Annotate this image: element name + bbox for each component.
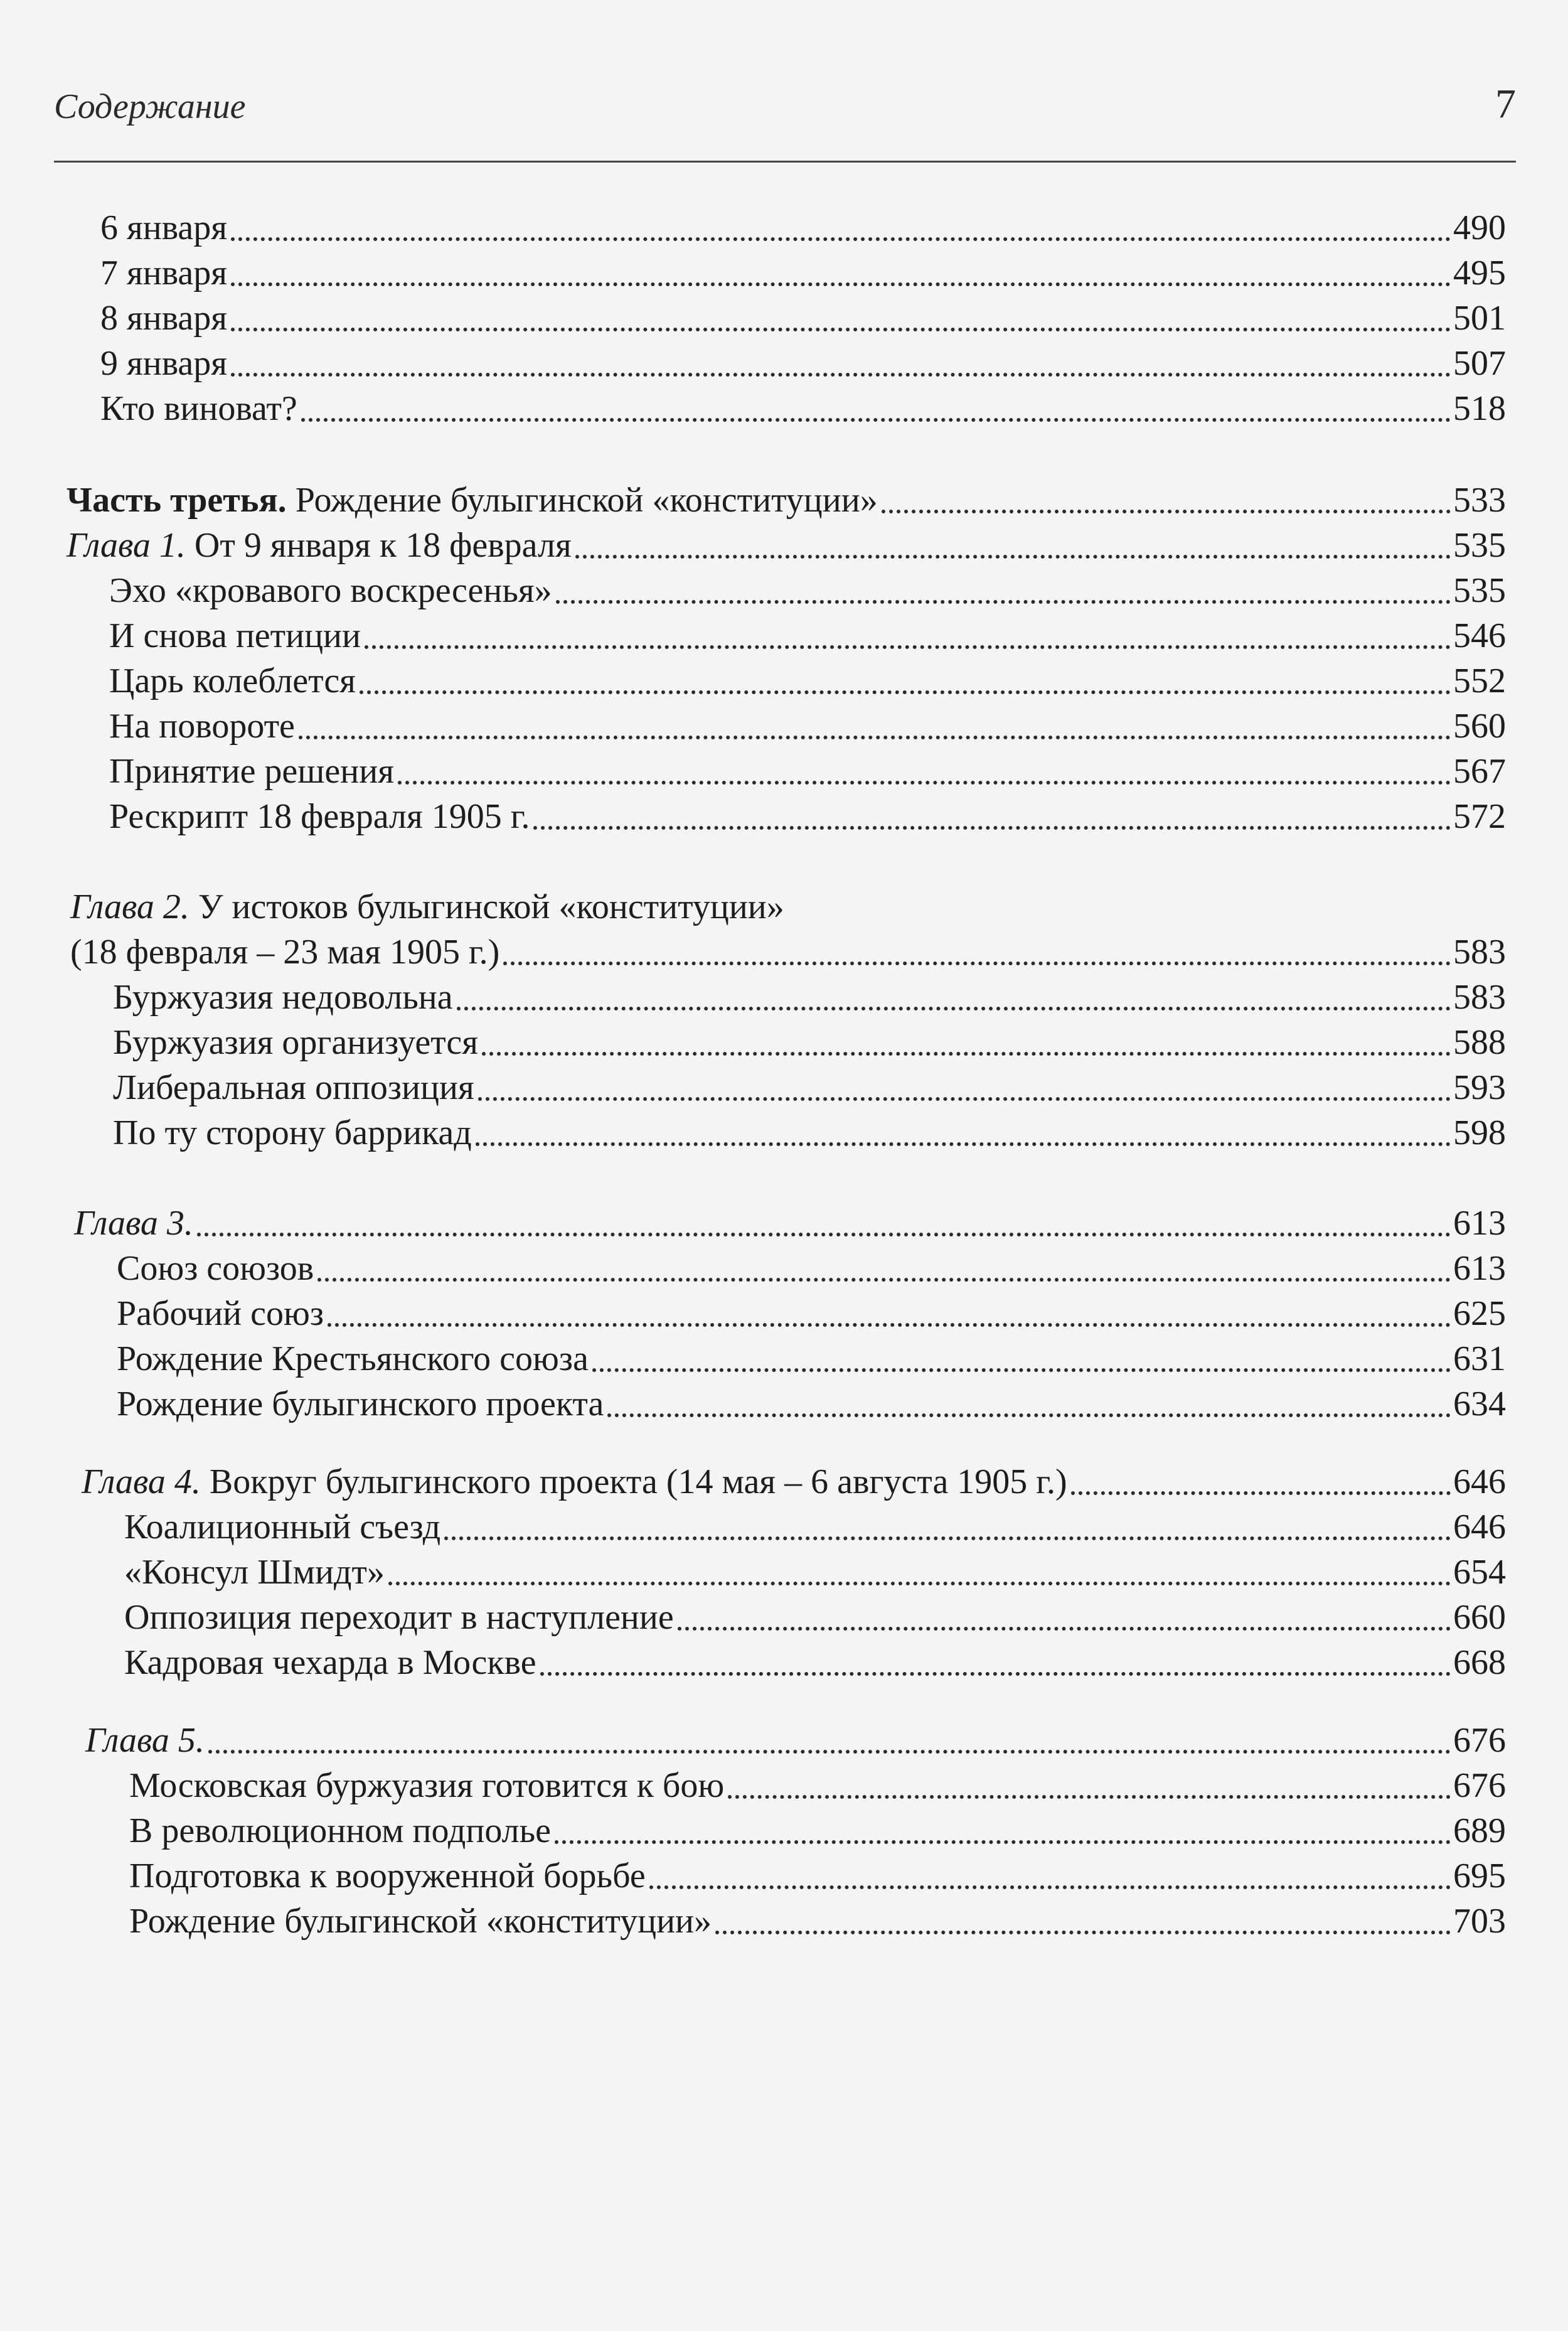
toc-entry-page: 613 <box>1453 1204 1506 1243</box>
toc-entry-page: 583 <box>1453 933 1506 972</box>
toc-entry[interactable] <box>113 1066 1506 1110</box>
toc-entry-page: 631 <box>1453 1339 1506 1378</box>
toc-entry[interactable] <box>109 659 1506 703</box>
toc-entry-title <box>82 1460 1067 1504</box>
toc-entry-page: 660 <box>1453 1598 1506 1637</box>
dot-leader <box>649 1885 1451 1889</box>
toc-entry-page: 646 <box>1453 1462 1506 1501</box>
toc-entry[interactable] <box>124 1595 1506 1639</box>
toc-chapter-heading[interactable] <box>70 885 784 929</box>
toc-entry[interactable] <box>100 296 1506 340</box>
toc-entry[interactable] <box>109 749 1506 793</box>
toc-entry-title: Рождение булыгинского проекта <box>117 1385 604 1423</box>
dot-leader <box>444 1536 1451 1540</box>
toc-entry-page: 507 <box>1453 344 1506 383</box>
chapter-number: Глава 3. <box>74 1204 193 1243</box>
toc-entry-title: Буржуазия недовольна <box>113 978 453 1017</box>
toc-entry-title: 6 января <box>100 208 228 247</box>
toc-entry-page: 567 <box>1453 752 1506 791</box>
toc-entry-title: По ту сторону баррикад <box>113 1113 472 1152</box>
toc-entry-page: 546 <box>1453 616 1506 655</box>
dot-leader <box>715 1931 1451 1934</box>
dot-leader <box>476 1142 1451 1146</box>
toc-entry[interactable] <box>100 206 1506 250</box>
chapter-number: Глава 4. <box>82 1462 201 1501</box>
toc-entry-title: 7 января <box>100 254 228 292</box>
toc-entry-title: Рождение Крестьянского союза <box>117 1339 589 1378</box>
dot-leader <box>728 1795 1451 1799</box>
dot-leader <box>231 237 1451 241</box>
dot-leader <box>575 555 1451 559</box>
toc-entry[interactable] <box>129 1764 1506 1808</box>
toc-entry-page: 533 <box>1453 481 1506 520</box>
toc-entry-title: «Консул Шмидт» <box>124 1553 385 1592</box>
dot-leader <box>208 1750 1451 1754</box>
toc-entry-page: 634 <box>1453 1385 1506 1423</box>
toc-entry-title: Коалиционный съезд <box>124 1508 441 1546</box>
toc-entry-page: 676 <box>1453 1766 1506 1805</box>
toc-entry-title: Подготовка к вооруженной борьбе <box>129 1857 646 1895</box>
toc-entry-title: Эхо «кровавого воскресенья» <box>109 571 552 610</box>
dot-leader <box>540 1672 1451 1676</box>
dot-leader <box>388 1582 1451 1585</box>
dot-leader <box>328 1323 1451 1327</box>
toc-entry[interactable] <box>129 1854 1506 1898</box>
dot-leader <box>365 645 1451 649</box>
dot-leader <box>555 1840 1451 1844</box>
toc-entry-title: Либеральная оппозиция <box>113 1068 474 1107</box>
toc-entry[interactable] <box>100 387 1506 431</box>
toc-entry-page: 598 <box>1453 1113 1506 1152</box>
toc-entry-title: Рабочий союз <box>117 1294 324 1333</box>
toc-entry-title: Оппозиция переходит в наступление <box>124 1598 674 1637</box>
toc-entry[interactable] <box>113 975 1506 1019</box>
dot-leader <box>678 1627 1451 1631</box>
toc-entry-page: 588 <box>1453 1023 1506 1062</box>
toc-entry[interactable] <box>109 795 1506 839</box>
toc-entry-page: 703 <box>1453 1902 1506 1941</box>
toc-chapter-entry[interactable] <box>70 930 1506 974</box>
toc-entry[interactable] <box>113 1111 1506 1155</box>
toc-entry-page: 676 <box>1453 1721 1506 1760</box>
toc-entry-title: 9 января <box>100 344 228 383</box>
toc-entry-title: В революционном подполье <box>129 1811 551 1850</box>
toc-entry-page: 654 <box>1453 1553 1506 1592</box>
toc-entry-title: И снова петиции <box>109 616 361 655</box>
toc-chapter-entry[interactable] <box>85 1718 1506 1762</box>
dot-leader <box>1071 1491 1451 1495</box>
toc-entry-page: 490 <box>1453 208 1506 247</box>
dot-leader <box>231 373 1451 377</box>
toc-entry[interactable] <box>109 614 1506 658</box>
toc-chapter-entry[interactable] <box>74 1201 1506 1245</box>
chapter-title: У истоков булыгинской «конституции» <box>189 887 784 926</box>
toc-entry[interactable] <box>124 1505 1506 1549</box>
chapter-number: Глава 1. <box>67 526 186 565</box>
toc-entry-title: Московская буржуазия готовится к бою <box>129 1766 725 1805</box>
dot-leader <box>398 781 1451 785</box>
toc-entry[interactable] <box>113 1021 1506 1064</box>
toc-entry-page: 593 <box>1453 1068 1506 1107</box>
dot-leader <box>231 282 1451 286</box>
dot-leader <box>556 600 1451 604</box>
toc-entry-title <box>67 478 878 522</box>
dot-leader <box>607 1413 1451 1417</box>
dot-leader <box>231 328 1451 331</box>
dot-leader <box>301 418 1451 422</box>
toc-entry-title: Союз союзов <box>117 1249 314 1288</box>
toc-entry-title: 8 января <box>100 299 228 338</box>
dot-leader <box>457 1007 1451 1010</box>
toc-entry-page: 689 <box>1453 1811 1506 1850</box>
toc-entry-title: Рескрипт 18 февраля 1905 г. <box>109 797 530 836</box>
toc-entry[interactable] <box>109 569 1506 613</box>
toc-entry[interactable] <box>129 1809 1506 1853</box>
toc-entry-title: (18 февраля – 23 мая 1905 г.) <box>70 933 500 972</box>
toc-entry-page: 646 <box>1453 1508 1506 1546</box>
part-number: Часть третья. <box>67 481 287 520</box>
toc-entry-page: 572 <box>1453 797 1506 836</box>
dot-leader <box>533 826 1451 830</box>
toc-entry-page: 560 <box>1453 707 1506 746</box>
page-number: 7 <box>1495 81 1516 127</box>
dot-leader <box>360 690 1451 694</box>
toc-entry-title: Кто виноват? <box>100 389 297 428</box>
toc-entry-title <box>74 1201 193 1245</box>
toc-entry-page: 625 <box>1453 1294 1506 1333</box>
toc-part-entry[interactable] <box>67 478 1506 522</box>
toc-entry-page: 583 <box>1453 978 1506 1017</box>
toc-entry-page: 501 <box>1453 299 1506 338</box>
dot-leader <box>478 1097 1451 1101</box>
toc-entry-page: 495 <box>1453 254 1506 292</box>
toc-entry[interactable] <box>124 1641 1506 1685</box>
toc-entry[interactable] <box>109 704 1506 748</box>
toc-entry-page: 518 <box>1453 389 1506 428</box>
toc-entry-page: 535 <box>1453 571 1506 610</box>
toc-entry-page: 695 <box>1453 1857 1506 1895</box>
toc-entry[interactable] <box>129 1899 1506 1943</box>
dot-leader <box>299 736 1451 739</box>
dot-leader <box>482 1052 1451 1056</box>
toc-entry[interactable] <box>117 1246 1506 1290</box>
toc-entry[interactable] <box>124 1550 1506 1594</box>
toc-entry-page: 552 <box>1453 662 1506 700</box>
toc-entry-title <box>85 1718 205 1762</box>
toc-entry-title: Рождение булыгинской «конституции» <box>129 1902 712 1941</box>
toc-chapter-entry[interactable] <box>82 1460 1506 1504</box>
dot-leader <box>197 1233 1451 1236</box>
toc-entry-page: 668 <box>1453 1643 1506 1682</box>
dot-leader <box>317 1278 1451 1282</box>
dot-leader <box>882 510 1451 513</box>
dot-leader <box>503 962 1451 965</box>
header-title: Содержание <box>54 87 246 126</box>
toc-entry-title: Буржуазия организуется <box>113 1023 479 1062</box>
toc-entry[interactable] <box>117 1337 1506 1381</box>
toc-entry-title: Царь колеблется <box>109 662 356 700</box>
toc-entry-page: 535 <box>1453 526 1506 565</box>
toc-entry-title: На повороте <box>109 707 295 746</box>
toc-entry[interactable] <box>117 1382 1506 1426</box>
dot-leader <box>592 1368 1451 1372</box>
toc-entry-page: 613 <box>1453 1249 1506 1288</box>
toc-entry-title: Принятие решения <box>109 752 394 791</box>
chapter-number: Глава 2. <box>70 887 189 926</box>
toc-entry[interactable] <box>117 1292 1506 1336</box>
chapter-title: Вокруг булыгинского проекта (14 мая – 6 августа 1905 г.) <box>200 1462 1067 1501</box>
toc-entry[interactable] <box>100 341 1506 385</box>
part-title: Рождение булыгинской «конституции» <box>286 481 878 520</box>
toc-entry-title <box>67 523 572 567</box>
chapter-title: От 9 января к 18 февраля <box>185 526 572 565</box>
chapter-number: Глава 5. <box>85 1721 205 1760</box>
toc-chapter-entry[interactable] <box>67 523 1506 567</box>
toc-entry[interactable] <box>100 251 1506 295</box>
toc-entry-title: Кадровая чехарда в Москве <box>124 1643 536 1682</box>
